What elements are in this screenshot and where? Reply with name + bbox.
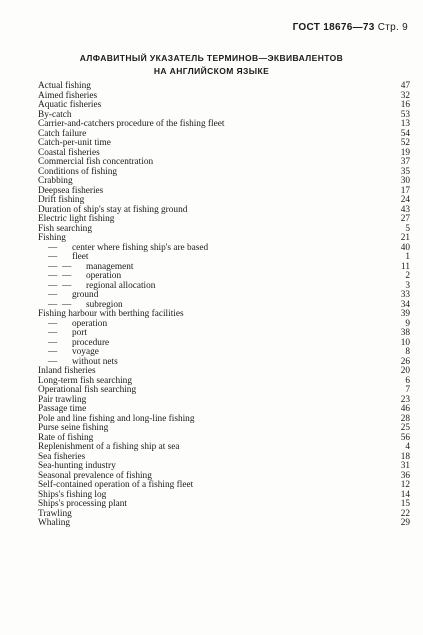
index-term: Aimed fisheries: [38, 90, 98, 101]
term-number: 39: [400, 309, 410, 319]
index-entry: [38, 244, 410, 254]
index-term: Catch failure: [38, 128, 87, 139]
index-entry: [38, 187, 410, 197]
index-term: operation: [72, 318, 108, 329]
ditto-dash: —: [48, 290, 58, 300]
index-term: Ships's processing plant: [38, 499, 127, 509]
term-number: 27: [400, 214, 410, 224]
page-header: [293, 22, 408, 33]
term-number: 3: [405, 280, 410, 291]
term-number: 9: [405, 318, 410, 329]
index-term: Carrier-and-catchers procedure of the fishing fleet: [38, 119, 225, 129]
index-term: Duration of ship's stay at fishing ground: [38, 204, 188, 215]
ditto-dash: —: [48, 271, 58, 281]
index-term: Long-term fish searching: [38, 375, 132, 386]
index-term: Actual fishing: [38, 81, 91, 91]
ditto-dash: —: [48, 261, 58, 272]
term-number: 16: [400, 100, 410, 110]
index-term: Fishing harbour with berthing facilities: [38, 309, 184, 319]
index-term: management: [86, 261, 134, 272]
term-number: 38: [400, 328, 410, 338]
index-term: regional allocation: [86, 280, 156, 291]
index-term: Sea fisheries: [38, 451, 86, 462]
term-number: 2: [405, 271, 410, 281]
term-number: 25: [400, 423, 410, 433]
term-number: 30: [400, 176, 410, 186]
ditto-dash: —: [48, 280, 58, 291]
index-title-line-1: АЛФАВИТНЫЙ УКАЗАТЕЛЬ ТЕРМИНОВ—ЭКВИВАЛЕНТОВ: [79, 53, 344, 63]
index-term: Conditions of fishing: [38, 166, 118, 177]
standard-number: ГОСТ 18676—73: [292, 22, 375, 33]
index-entry: [38, 215, 410, 225]
term-number: 54: [400, 128, 410, 139]
ditto-dash: —: [62, 299, 72, 310]
term-number: 26: [400, 356, 410, 367]
index-term: procedure: [72, 337, 110, 348]
index-title-line-2: НА АНГЛИЙСКОМ ЯЗЫКЕ: [153, 65, 270, 76]
index-term: voyage: [72, 347, 99, 357]
index-term: Purse seine fishing: [38, 423, 109, 433]
index-term: without nets: [72, 356, 118, 367]
term-number: 24: [400, 195, 410, 205]
index-entry: [38, 120, 410, 130]
index-term: center where fishing ship's are based: [72, 242, 209, 253]
index-entry: [38, 443, 410, 453]
term-number: 17: [400, 185, 410, 196]
index-entry: [38, 168, 410, 178]
ditto-dash: —: [48, 242, 58, 253]
term-number: 20: [400, 366, 410, 376]
index-term: Sea-hunting industry: [38, 461, 116, 471]
term-number: 15: [400, 499, 410, 509]
term-number: 40: [400, 242, 410, 253]
index-entry: [38, 424, 410, 434]
term-number: 10: [400, 337, 410, 348]
index-term: operation: [86, 271, 122, 281]
ditto-dash: —: [62, 271, 72, 281]
term-number: 28: [400, 413, 410, 424]
index-entry: [38, 225, 410, 235]
term-number: 4: [405, 442, 410, 452]
index-term: Drift fishing: [38, 195, 85, 205]
ditto-dash: —: [48, 347, 58, 357]
index-term: Fishing: [38, 233, 66, 243]
index-term: Seasonal prevalence of fishing: [38, 470, 152, 481]
term-number: 22: [400, 508, 410, 519]
term-number: 35: [400, 166, 410, 177]
index-title: [0, 52, 423, 77]
index-term: Commercial fish concentration: [38, 157, 154, 167]
index-term: Replenishment of a fishing ship at sea: [38, 442, 180, 452]
term-number: 1: [405, 252, 410, 262]
term-number: 23: [400, 394, 410, 405]
term-number: 12: [400, 480, 410, 490]
ditto-dash: —: [48, 299, 58, 310]
term-number: 52: [400, 138, 410, 148]
term-number: 6: [405, 375, 410, 386]
index-term: Crabbing: [38, 176, 73, 186]
term-number: 56: [400, 432, 410, 443]
index-term: By-catch: [38, 109, 72, 120]
index-term: Inland fisheries: [38, 366, 96, 376]
ditto-dash: —: [62, 261, 72, 272]
index-term: Self-contained operation of a fishing fleet: [38, 480, 194, 490]
page-number: Стр. 9: [377, 22, 408, 33]
index-term: Pair trawling: [38, 394, 87, 405]
term-number: 19: [400, 147, 410, 158]
index-term: ground: [72, 290, 99, 300]
index-term: subregion: [86, 299, 123, 310]
index-term: Rate of fishing: [38, 432, 94, 443]
term-number: 21: [400, 233, 410, 243]
term-number: 32: [400, 90, 410, 101]
index-term: Trawling: [38, 508, 72, 519]
term-number: 33: [400, 290, 410, 300]
term-number: 18: [400, 451, 410, 462]
index-entry: [38, 396, 410, 406]
index-entry: [38, 320, 410, 330]
term-number: 36: [400, 470, 410, 481]
term-number: 46: [400, 404, 410, 414]
index-term: Fish searching: [38, 223, 92, 234]
index-entry: [38, 101, 410, 111]
index-term: Coastal fisheries: [38, 147, 100, 158]
term-number: 53: [400, 109, 410, 120]
term-number: 31: [400, 461, 410, 471]
term-number: 47: [400, 81, 410, 91]
term-number: 14: [400, 489, 410, 500]
ditto-dash: —: [62, 280, 72, 291]
index-term: Ships's fishing log: [38, 489, 107, 500]
term-number: 7: [405, 385, 410, 395]
index-term: Deepsea fisheries: [38, 185, 104, 196]
term-index-list: [38, 82, 410, 529]
ditto-dash: —: [48, 318, 58, 329]
index-term: Aquatic fisheries: [38, 100, 102, 110]
ditto-dash: —: [48, 337, 58, 348]
term-number: 13: [400, 119, 410, 129]
index-term: Catch-per-unit time: [38, 138, 111, 148]
index-entry: [38, 519, 410, 529]
term-number: 34: [400, 299, 410, 310]
index-term: Pole and line fishing and long-line fishing: [38, 413, 195, 424]
index-term: Operational fish searching: [38, 385, 137, 395]
ditto-dash: —: [48, 328, 58, 338]
term-number: 37: [400, 157, 410, 167]
index-term: fleet: [72, 252, 89, 262]
index-term: Electric light fishing: [38, 214, 115, 224]
term-number: 43: [400, 204, 410, 215]
index-entry: [38, 386, 410, 396]
index-term: Whaling: [38, 518, 71, 528]
term-number: 29: [400, 518, 410, 528]
index-entry: [38, 500, 410, 510]
index-term: Passage time: [38, 404, 87, 414]
term-number: 8: [405, 347, 410, 357]
term-number: 11: [401, 261, 410, 272]
ditto-dash: —: [48, 356, 58, 367]
term-number: 5: [405, 223, 410, 234]
ditto-dash: —: [48, 252, 58, 262]
index-term: port: [72, 328, 87, 338]
index-entry: [38, 510, 410, 520]
